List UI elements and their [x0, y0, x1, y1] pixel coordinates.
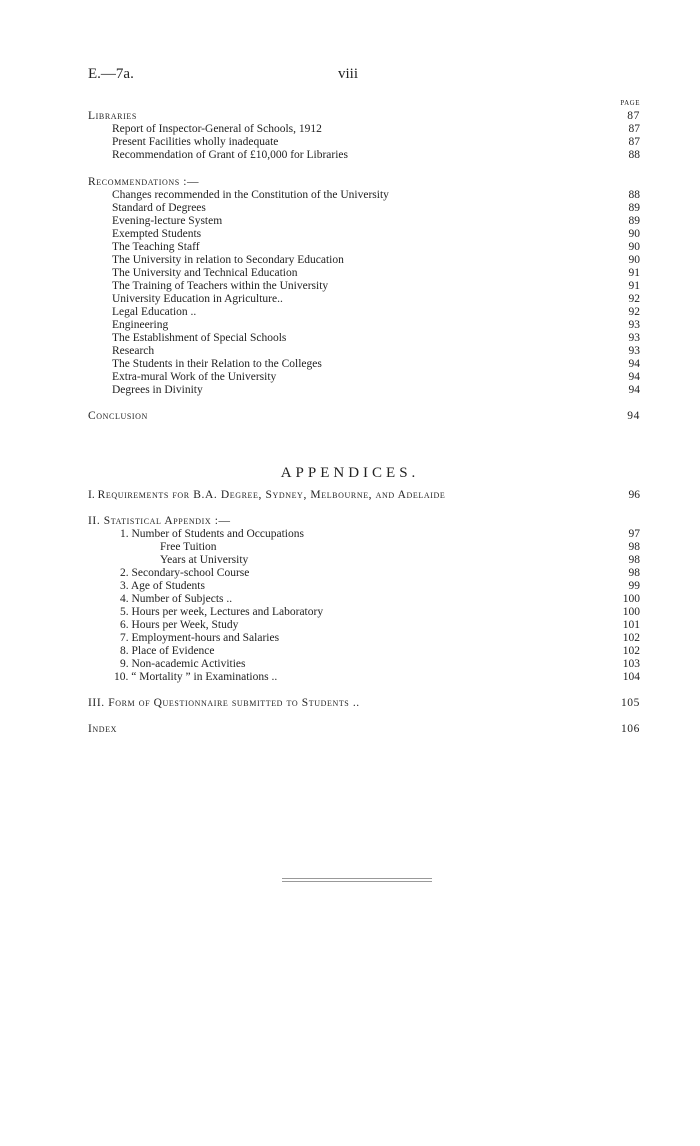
toc-subentry: The University in relation to Secondary Education 90	[112, 254, 640, 266]
toc-subentry: Legal Education .. 92	[112, 306, 640, 318]
toc-entry-index: Index 106	[88, 723, 640, 735]
divider-rule	[282, 878, 432, 879]
divider-rule	[282, 881, 432, 882]
toc-subentry: Extra-mural Work of the University 94	[112, 371, 640, 383]
toc-subentry: 8. Place of Evidence 102	[120, 645, 640, 657]
page-column-label: PAGE	[620, 99, 640, 107]
toc-subentry: Years at University 98	[160, 554, 640, 566]
toc-entry-requirements: I. Requirements for B.A. Degree, Sydney, Melbourne, and Adelaide 96	[88, 489, 640, 501]
toc-subentry: Report of Inspector-General of Schools, 1912 87	[112, 123, 640, 135]
toc-subentry: The Students in their Relation to the Colleges 94	[112, 358, 640, 370]
toc-subentry: University Education in Agriculture.. 92	[112, 293, 640, 305]
toc-subentry: The Establishment of Special Schools 93	[112, 332, 640, 344]
toc-subentry: 9. Non-academic Activities 103	[120, 658, 640, 670]
toc-subentry: Degrees in Divinity 94	[112, 384, 640, 396]
toc-subentry: Recommendation of Grant of £10,000 for Libraries 88	[112, 149, 640, 161]
toc-subentry: Exempted Students 90	[112, 228, 640, 240]
document-code: E.—7a.	[88, 66, 134, 82]
toc-subentry: Engineering 93	[112, 319, 640, 331]
toc-heading-statistical: II. Statistical Appendix :—	[88, 515, 231, 527]
toc-subentry: 4. Number of Subjects .. 100	[120, 593, 640, 605]
toc-subentry: Evening-lecture System 89	[112, 215, 640, 227]
toc-subentry: 5. Hours per week, Lectures and Laboratory 100	[120, 606, 640, 618]
toc-subentry: 6. Hours per Week, Study 101	[120, 619, 640, 631]
toc-subentry: Research 93	[112, 345, 640, 357]
toc-heading-recommendations: Recommendations :—	[88, 176, 200, 188]
toc-subentry: Changes recommended in the Constitution of the University 88	[112, 189, 640, 201]
toc-entry-libraries: Libraries 87	[88, 110, 640, 122]
toc-entry-questionnaire: III. Form of Questionnaire submitted to Students .. 105	[88, 697, 640, 709]
toc-subentry: The Teaching Staff 90	[112, 241, 640, 253]
toc-subentry: 2. Secondary-school Course 98	[120, 567, 640, 579]
toc-subentry: 3. Age of Students 99	[120, 580, 640, 592]
toc-subentry: The University and Technical Education 91	[112, 267, 640, 279]
toc-subentry: 10. “ Mortality ” in Examinations .. 104	[114, 671, 640, 683]
toc-subentry: Present Facilities wholly inadequate 87	[112, 136, 640, 148]
toc-subentry: 1. Number of Students and Occupations 97	[120, 528, 640, 540]
appendices-title: APPENDICES.	[280, 465, 420, 481]
toc-subentry: Standard of Degrees 89	[112, 202, 640, 214]
toc-subentry: The Training of Teachers within the University 91	[112, 280, 640, 292]
toc-entry-conclusion: Conclusion 94	[88, 410, 640, 422]
toc-subentry: 7. Employment-hours and Salaries 102	[120, 632, 640, 644]
page-number: viii	[338, 66, 359, 82]
toc-subentry: Free Tuition 98	[160, 541, 640, 553]
